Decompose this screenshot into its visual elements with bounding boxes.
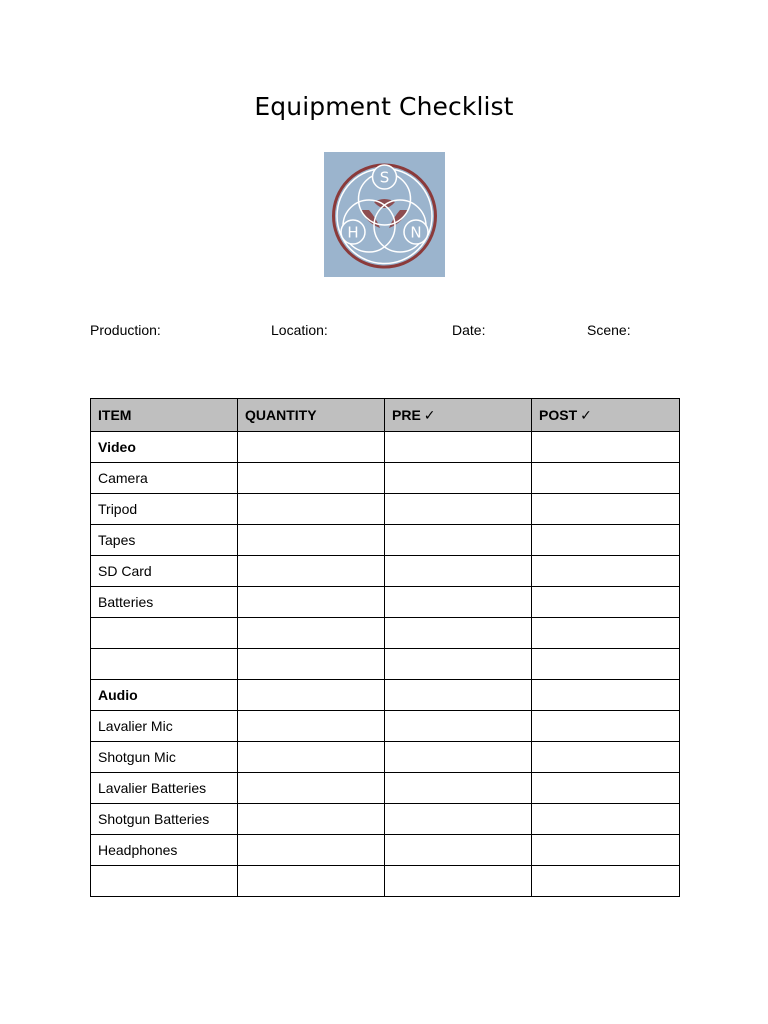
post-check-cell[interactable] — [532, 494, 680, 525]
quantity-cell[interactable] — [238, 556, 385, 587]
item-cell: Shotgun Mic — [91, 742, 238, 773]
table-row — [91, 804, 680, 835]
checkmark-icon: ✓ — [580, 407, 592, 424]
logo-letter-h: H — [347, 223, 359, 242]
quantity-cell[interactable] — [238, 432, 385, 463]
table-row — [91, 711, 680, 742]
table-row — [91, 773, 680, 804]
quantity-cell[interactable] — [238, 866, 385, 897]
pre-check-cell[interactable] — [385, 618, 532, 649]
table-row — [91, 649, 680, 680]
pre-check-cell[interactable] — [385, 556, 532, 587]
date-label: Date: — [452, 322, 486, 338]
section-heading-cell: Audio — [91, 680, 238, 711]
post-check-cell[interactable] — [532, 649, 680, 680]
pre-check-cell[interactable] — [385, 866, 532, 897]
item-cell — [91, 866, 238, 897]
quantity-cell[interactable] — [238, 649, 385, 680]
scene-label: Scene: — [587, 322, 631, 338]
quantity-cell[interactable] — [238, 525, 385, 556]
pre-check-cell[interactable] — [385, 773, 532, 804]
post-check-cell[interactable] — [532, 680, 680, 711]
location-label: Location: — [271, 322, 328, 338]
pre-check-cell[interactable] — [385, 680, 532, 711]
pre-check-cell[interactable] — [385, 742, 532, 773]
table-header-row — [91, 399, 680, 432]
pre-check-cell[interactable] — [385, 835, 532, 866]
table-row — [91, 866, 680, 897]
table-row — [91, 680, 680, 711]
table-row — [91, 463, 680, 494]
pre-check-cell[interactable] — [385, 525, 532, 556]
table-row — [91, 835, 680, 866]
post-check-cell[interactable] — [532, 432, 680, 463]
pre-check-cell[interactable] — [385, 804, 532, 835]
table-row — [91, 587, 680, 618]
logo-letter-s: S — [379, 168, 390, 187]
table-row — [91, 618, 680, 649]
production-label: Production: — [90, 322, 161, 338]
item-cell: Tripod — [91, 494, 238, 525]
shn-logo — [324, 152, 445, 277]
post-check-cell[interactable] — [532, 618, 680, 649]
quantity-cell[interactable] — [238, 804, 385, 835]
pre-check-cell[interactable] — [385, 432, 532, 463]
quantity-cell[interactable] — [238, 587, 385, 618]
table-row — [91, 556, 680, 587]
page-title: Equipment Checklist — [254, 92, 514, 121]
section-heading-cell: Video — [91, 432, 238, 463]
pre-check-cell[interactable] — [385, 587, 532, 618]
post-check-cell[interactable] — [532, 866, 680, 897]
item-cell: Headphones — [91, 835, 238, 866]
pre-check-cell[interactable] — [385, 463, 532, 494]
quantity-cell[interactable] — [238, 494, 385, 525]
item-cell: Camera — [91, 463, 238, 494]
pre-check-cell[interactable] — [385, 711, 532, 742]
logo-letter-n: N — [410, 223, 422, 242]
item-cell: Tapes — [91, 525, 238, 556]
item-cell: Lavalier Mic — [91, 711, 238, 742]
item-cell: SD Card — [91, 556, 238, 587]
quantity-cell[interactable] — [238, 742, 385, 773]
table-body — [91, 432, 680, 897]
quantity-cell[interactable] — [238, 773, 385, 804]
post-check-cell[interactable] — [532, 773, 680, 804]
post-check-cell[interactable] — [532, 587, 680, 618]
table-row — [91, 525, 680, 556]
header-pre: PRE ✓ — [385, 399, 532, 432]
quantity-cell[interactable] — [238, 711, 385, 742]
production-meta-fields — [0, 322, 768, 340]
equipment-table — [90, 398, 680, 897]
pre-check-cell[interactable] — [385, 649, 532, 680]
post-check-cell[interactable] — [532, 525, 680, 556]
post-check-cell[interactable] — [532, 711, 680, 742]
header-quantity: QUANTITY — [238, 399, 385, 432]
post-check-cell[interactable] — [532, 556, 680, 587]
post-check-cell[interactable] — [532, 742, 680, 773]
header-post: POST ✓ — [532, 399, 680, 432]
pre-check-cell[interactable] — [385, 494, 532, 525]
item-cell: Lavalier Batteries — [91, 773, 238, 804]
checkmark-icon: ✓ — [423, 407, 436, 424]
post-check-cell[interactable] — [532, 804, 680, 835]
quantity-cell[interactable] — [238, 618, 385, 649]
post-check-cell[interactable] — [532, 463, 680, 494]
quantity-cell[interactable] — [238, 463, 385, 494]
item-cell — [91, 649, 238, 680]
table-row — [91, 432, 680, 463]
item-cell: Batteries — [91, 587, 238, 618]
post-check-cell[interactable] — [532, 835, 680, 866]
item-cell: Shotgun Batteries — [91, 804, 238, 835]
table-row — [91, 494, 680, 525]
header-item: ITEM — [91, 399, 238, 432]
quantity-cell[interactable] — [238, 835, 385, 866]
quantity-cell[interactable] — [238, 680, 385, 711]
item-cell — [91, 618, 238, 649]
table-row — [91, 742, 680, 773]
